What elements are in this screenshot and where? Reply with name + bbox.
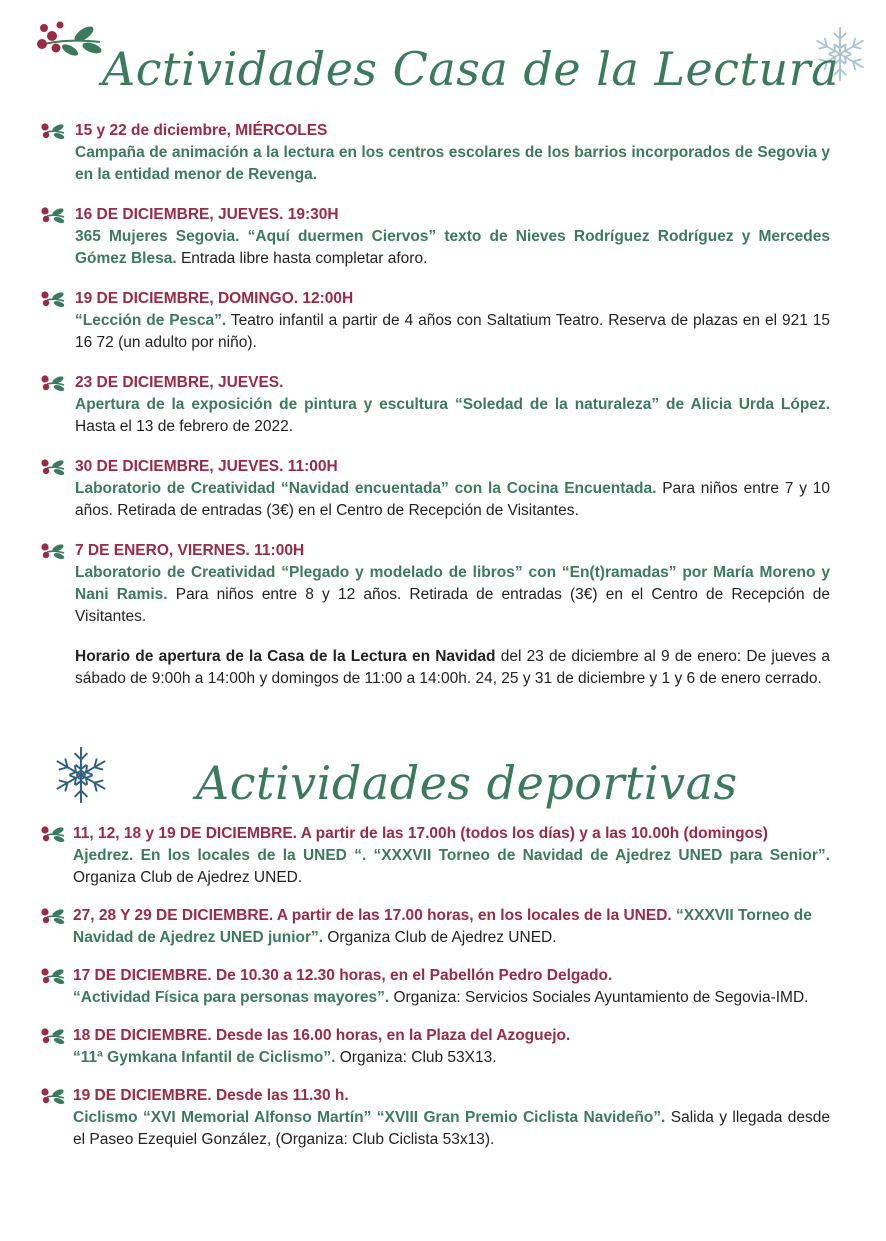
event-date-text: 7 DE ENERO, VIERNES. 11:00H — [75, 542, 305, 559]
event-body — [75, 562, 830, 628]
event-title: Campaña de animación a la lectura en los centros escolares de los barrios incorporados de Segovia y en la entidad menor de Revenga. — [75, 144, 830, 183]
event-date — [75, 288, 830, 310]
event-title: Ajedrez. En los locales de la UNED “. “XXXVII Torneo de Navidad de Ajedrez UNED para Senior”. — [73, 847, 830, 864]
page-title-deportivas: Actividades deportivas — [196, 756, 738, 810]
event-date — [73, 1025, 830, 1047]
event-date — [75, 372, 830, 394]
deportes-section — [40, 823, 830, 1167]
event-title: Apertura de la exposición de pintura y escultura “Soledad de la naturaleza” de Alicia Urda López. — [75, 396, 830, 413]
event-date — [75, 540, 830, 562]
holly-bullet-icon — [40, 121, 66, 139]
event-item — [40, 965, 830, 1009]
holly-bullet-icon — [40, 966, 66, 984]
event-body — [75, 310, 830, 354]
event-item — [40, 905, 830, 949]
event-description: Organiza Club de Ajedrez UNED. — [323, 929, 557, 946]
event-item — [40, 1025, 830, 1069]
opening-hours-note — [40, 646, 830, 690]
note-text: del 23 de diciembre al 9 de enero: De jueves a sábado de 9:00h a 14:00h y domingos de 11:00 a 14:00h. 24, 25 y 31 de diciembre y 1 y 6 de enero cerrado. — [75, 648, 830, 687]
event-date-text: 17 DE DICIEMBRE. De 10.30 a 12.30 horas, en el Pabellón Pedro Delgado. — [73, 967, 613, 984]
event-body — [73, 845, 830, 889]
event-date-text: 27, 28 Y 29 DE DICIEMBRE. A partir de las 17.00 horas, en los locales de la UNED. — [73, 907, 672, 924]
event-body — [75, 142, 830, 186]
note-heading: Horario de apertura de la Casa de la Lectura en Navidad — [75, 648, 496, 665]
event-description: Entrada libre hasta completar aforo. — [176, 250, 428, 267]
event-body — [73, 1047, 830, 1069]
event-item — [40, 288, 830, 354]
event-body — [73, 987, 830, 1009]
holly-bullet-icon — [40, 289, 66, 307]
event-description: Organiza Club de Ajedrez UNED. — [73, 869, 303, 886]
event-date — [75, 456, 830, 478]
event-body — [73, 1107, 830, 1151]
event-description: Para niños entre 7 y 10 años. Retirada de entradas (3€) en el Centro de Recepción de Visitantes. — [75, 480, 831, 519]
snowflake-icon — [50, 744, 112, 806]
event-description: Para niños entre 8 y 12 años. Retirada de entradas (3€) en el Centro de Recepción de Visitantes. — [75, 586, 830, 625]
event-date-text: 11, 12, 18 y 19 DE DICIEMBRE. A partir de las 17.00h (todos los días) y a las 10.00h (domingos) — [73, 825, 768, 842]
event-date-text: 16 DE DICIEMBRE, JUEVES. 19:30H — [75, 206, 339, 223]
event-date — [73, 1085, 830, 1107]
event-title: 365 Mujeres Segovia. “Aquí duermen Ciervos” texto de Nieves Rodríguez Rodríguez y Mercedes Gómez Blesa. — [75, 228, 830, 267]
event-description: Organiza: Servicios Sociales Ayuntamiento de Segovia-IMD. — [389, 989, 809, 1006]
event-title: “Lección de Pesca”. — [75, 312, 227, 329]
event-date — [73, 905, 830, 949]
event-date-text: 19 DE DICIEMBRE. Desde las 11.30 h. — [73, 1087, 349, 1104]
event-item — [40, 204, 830, 270]
holly-bullet-icon — [40, 824, 66, 842]
event-body — [75, 226, 830, 270]
event-date-text: 15 y 22 de diciembre, MIÉRCOLES — [75, 122, 328, 139]
event-date — [73, 823, 830, 845]
event-item — [40, 456, 830, 522]
event-title: “Actividad Física para personas mayores”. — [73, 989, 390, 1006]
event-title: “11ª Gymkana Infantil de Ciclismo”. — [73, 1049, 336, 1066]
event-item — [40, 120, 830, 186]
holly-bullet-icon — [40, 1086, 66, 1104]
event-description: Salida y llegada desde el Paseo Ezequiel González, (Organiza: Club Ciclista 53x13). — [73, 1109, 830, 1148]
event-item — [40, 372, 830, 438]
event-item — [40, 1085, 830, 1151]
event-title: Ciclismo “XVI Memorial Alfonso Martín” “XVIII Gran Premio Ciclista Navideño”. — [73, 1109, 666, 1126]
event-date-text: 23 DE DICIEMBRE, JUEVES. — [75, 374, 284, 391]
event-date-text: 19 DE DICIEMBRE, DOMINGO. 12:00H — [75, 290, 354, 307]
event-title: “XXXVII Torneo de Navidad de Ajedrez UNED junior”. — [73, 907, 812, 946]
event-body — [75, 478, 830, 522]
event-date — [75, 120, 830, 142]
event-description: Teatro infantil a partir de 4 años con Saltatium Teatro. Reserva de plazas en el 921 15 16 72 (un adulto por niño). — [75, 312, 830, 351]
holly-bullet-icon — [40, 906, 66, 924]
event-item — [40, 540, 830, 628]
holly-bullet-icon — [40, 1026, 66, 1044]
event-date — [75, 204, 830, 226]
holly-bullet-icon — [40, 205, 66, 223]
event-title: Laboratorio de Creatividad “Plegado y modelado de libros” con “En(t)ramadas” por María Moreno y Nani Ramis. — [75, 564, 830, 603]
event-date — [73, 965, 830, 987]
holly-berries-icon — [32, 16, 104, 60]
page-title-lectura: Actividades Casa de la Lectura — [102, 42, 840, 96]
holly-bullet-icon — [40, 541, 66, 559]
event-date-text: 18 DE DICIEMBRE. Desde las 16.00 horas, en la Plaza del Azoguejo. — [73, 1027, 571, 1044]
event-item — [40, 823, 830, 889]
event-title: Laboratorio de Creatividad “Navidad encuentada” con la Cocina Encuentada. — [75, 480, 657, 497]
holly-bullet-icon — [40, 457, 66, 475]
event-description: Organiza: Club 53X13. — [335, 1049, 497, 1066]
event-body — [75, 394, 830, 438]
holly-bullet-icon — [40, 373, 66, 391]
event-date-text: 30 DE DICIEMBRE, JUEVES. 11:00H — [75, 458, 338, 475]
lectura-section — [40, 120, 830, 690]
event-description: Hasta el 13 de febrero de 2022. — [75, 418, 294, 435]
